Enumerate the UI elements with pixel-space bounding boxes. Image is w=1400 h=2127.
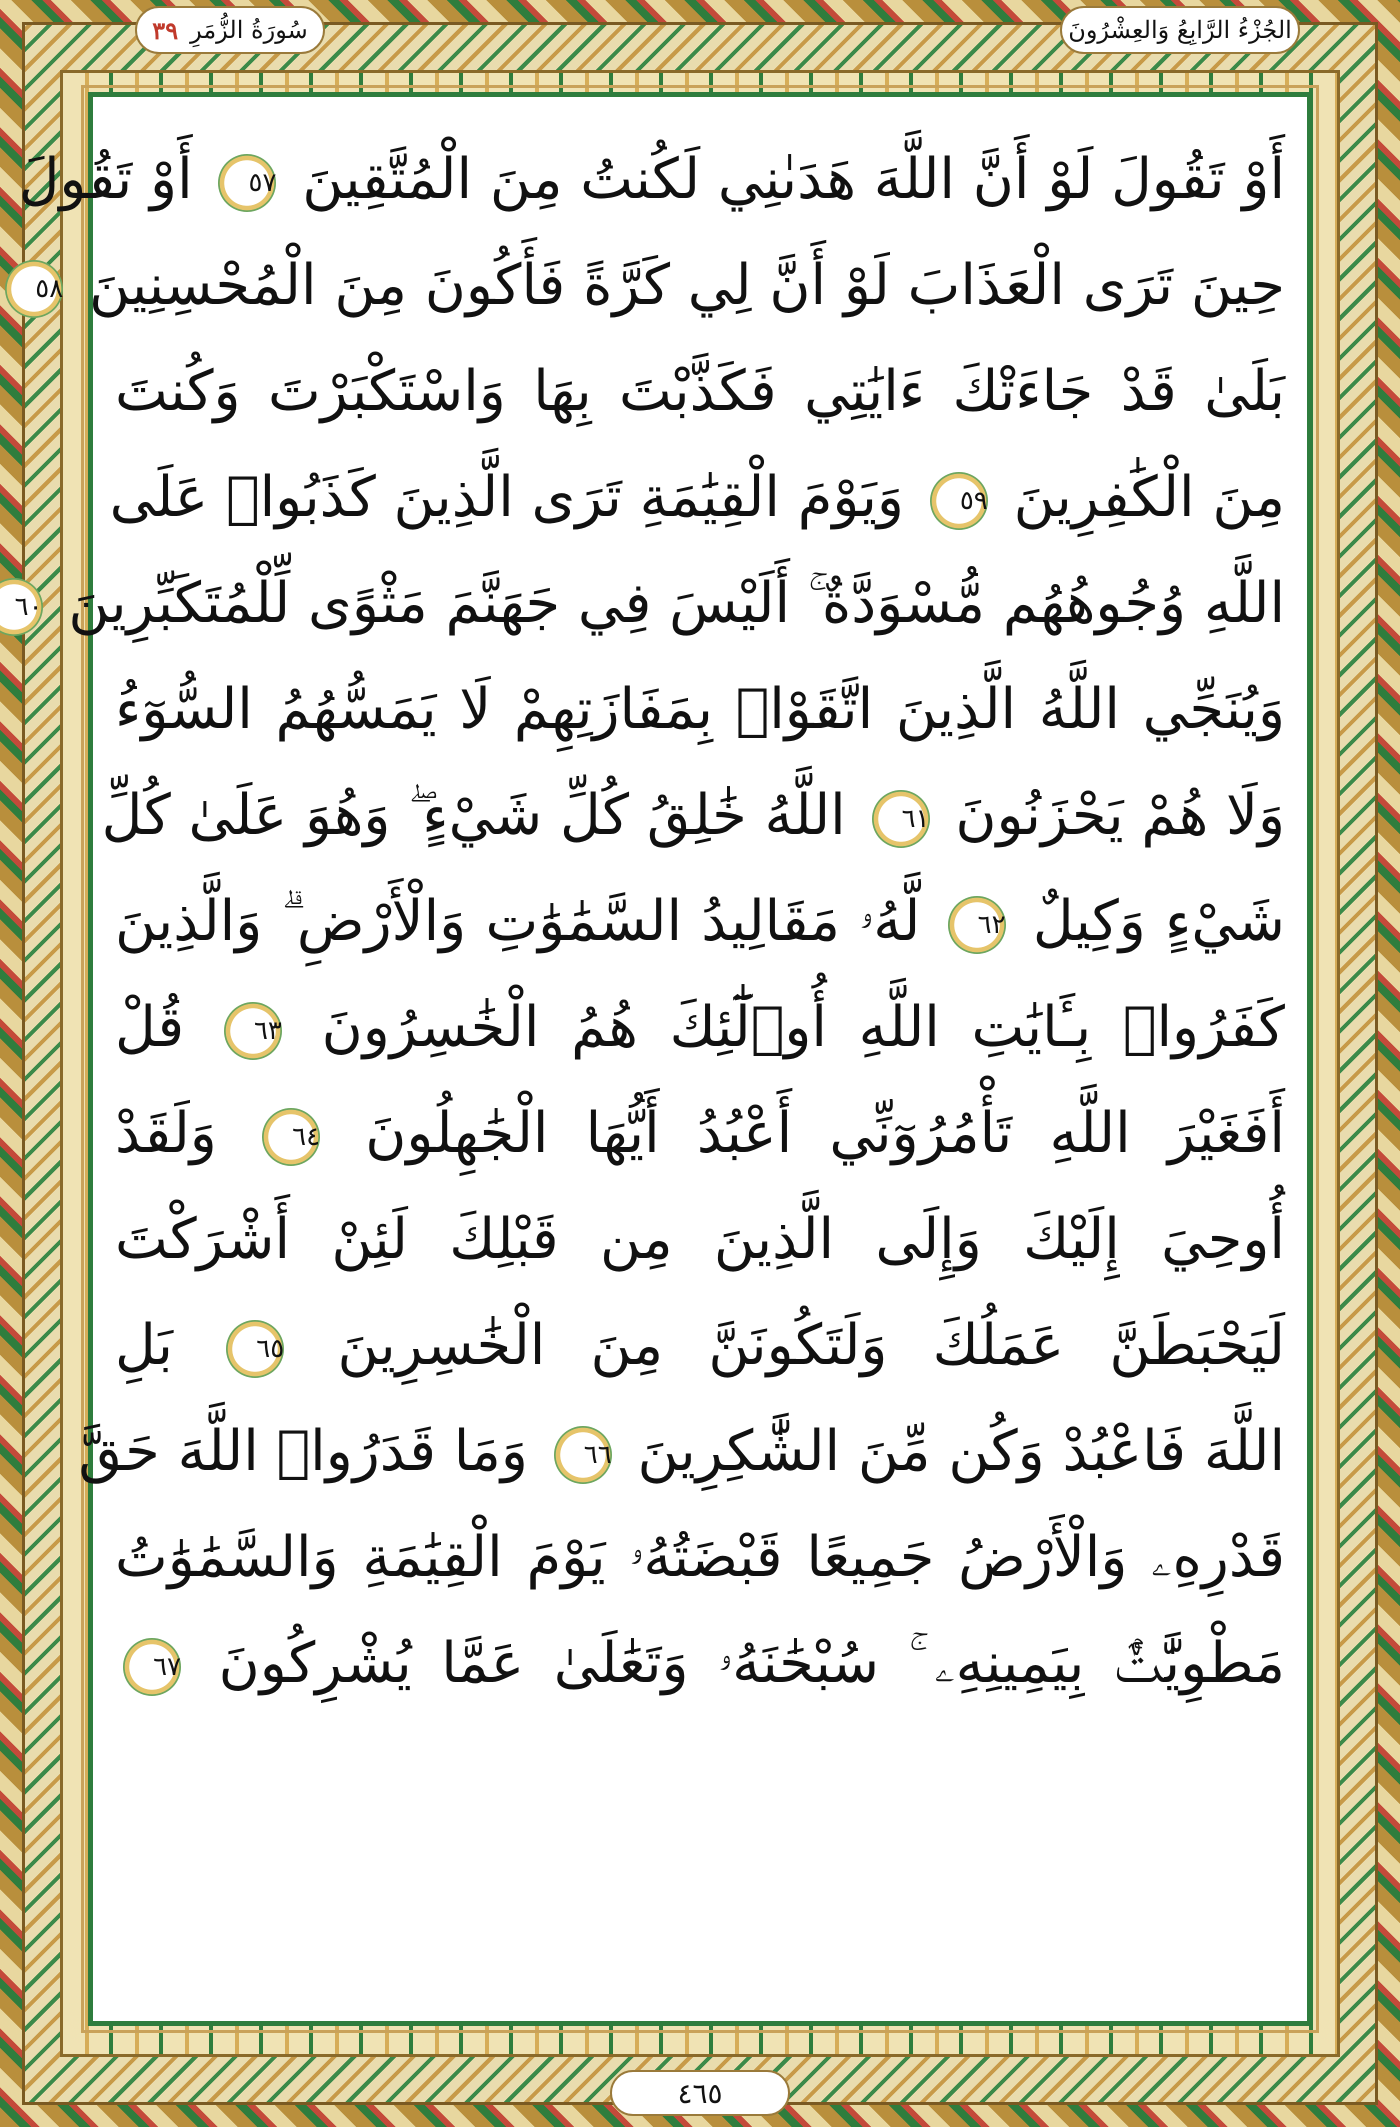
verse-line	[115, 1505, 1285, 1611]
verse-text: أَفَغَيْرَ اللَّهِ تَأْمُرُوٓنِّي أَعْبُدُ أَيُّهَا الْجَٰهِلُونَ	[365, 1101, 1285, 1166]
verse-text: مَطْوِيَّٰتٌۢ بِيَمِينِهِۦ ۚ سُبْحَٰنَهُۥ وَتَعَٰلَىٰ عَمَّا يُشْرِكُونَ	[218, 1631, 1285, 1696]
verse-text: اللَّهِ وُجُوهُهُم مُّسْوَدَّةٌ ۚ أَلَيْسَ فِي جَهَنَّمَ مَثْوًى لِّلْمُتَكَبِّرِينَ	[68, 571, 1285, 636]
ayah-number-marker: ٦٠	[0, 578, 43, 636]
surah-name: سُورَةُ الزُّمَرِ	[190, 16, 308, 44]
ayah-number-marker: ٦٥	[226, 1320, 284, 1378]
verse-line	[78, 1399, 1285, 1505]
verses-block	[14, 127, 1285, 1717]
page-number: ٤٦٥	[677, 2076, 723, 2110]
verse-text: شَيْءٍ وَكِيلٌ	[1032, 889, 1285, 954]
page-number-pill	[610, 2070, 790, 2116]
verse-text: وَلَقَدْ	[115, 1101, 217, 1166]
verse-text: كَفَرُوا۟ بِـَٔايَٰتِ اللَّهِ أُو۟لَٰٓئِكَ هُمُ الْخَٰسِرُونَ	[321, 995, 1285, 1060]
verse-line	[115, 657, 1285, 763]
verse-line	[14, 551, 1285, 657]
verse-text: لَيَحْبَطَنَّ عَمَلُكَ وَلَتَكُونَنَّ مِنَ الْخَٰسِرِينَ	[337, 1313, 1285, 1378]
verse-text: قُلْ	[115, 995, 185, 1060]
quran-text-panel	[14, 92, 1312, 2026]
verse-line	[115, 339, 1285, 445]
verse-line	[115, 1611, 1285, 1717]
verse-line	[35, 233, 1285, 339]
verse-text: اللَّهُ خَٰلِقُ كُلِّ شَيْءٍ ۖ وَهُوَ عَلَىٰ كُلِّ	[101, 783, 846, 848]
verse-text: بَلَىٰ قَدْ جَاءَتْكَ ءَايَٰتِي فَكَذَّبْتَ بِهَا وَاسْتَكْبَرْتَ وَكُنتَ	[115, 359, 1285, 424]
ayah-number-marker: ٥٨	[5, 260, 63, 318]
verse-text: أَوْ تَقُولَ	[18, 147, 193, 212]
verse-line	[115, 975, 1285, 1081]
verse-line	[18, 127, 1285, 233]
juz-name: الجُزْءُ الرَّابِعُ وَالعِشْرُونَ	[1068, 16, 1292, 44]
juz-title-pill	[1060, 6, 1300, 54]
verse-text: وَلَا هُمْ يَحْزَنُونَ	[955, 783, 1285, 848]
verse-text: أُوحِيَ إِلَيْكَ وَإِلَى الَّذِينَ مِن قَبْلِكَ لَئِنْ أَشْرَكْتَ	[115, 1207, 1285, 1272]
verse-text: لَّهُۥ مَقَالِيدُ السَّمَٰوَٰتِ وَالْأَرْضِ ۗ وَالَّذِينَ	[115, 889, 921, 954]
ayah-number-marker: ٥٧	[218, 154, 276, 212]
verse-text: وَمَا قَدَرُوا۟ اللَّهَ حَقَّ	[78, 1419, 528, 1484]
ayah-number-marker: ٦٣	[224, 1002, 282, 1060]
verse-text: مِنَ الْكَٰفِرِينَ	[1013, 465, 1285, 530]
surah-title-pill	[135, 6, 325, 54]
verse-text: قَدْرِهِۦ وَالْأَرْضُ جَمِيعًا قَبْضَتُهُۥ يَوْمَ الْقِيَٰمَةِ وَالسَّمَٰوَٰتُ	[115, 1525, 1285, 1590]
verse-text: أَوْ تَقُولَ لَوْ أَنَّ اللَّهَ هَدَىٰنِي لَكُنتُ مِنَ الْمُتَّقِينَ	[302, 147, 1285, 212]
verse-line	[109, 445, 1285, 551]
verse-text: وَيُنَجِّي اللَّهُ الَّذِينَ اتَّقَوْا۟ بِمَفَازَتِهِمْ لَا يَمَسُّهُمُ السُّوٓءُ	[115, 677, 1285, 742]
verse-text: بَلِ	[115, 1313, 173, 1378]
ayah-number-marker: ٦٧	[123, 1638, 181, 1696]
verse-text: وَيَوْمَ الْقِيَٰمَةِ تَرَى الَّذِينَ كَذَبُوا۟ عَلَى	[109, 465, 904, 530]
ayah-number-marker: ٥٩	[930, 472, 988, 530]
verse-line	[115, 1081, 1285, 1187]
verse-line	[115, 1187, 1285, 1293]
ayah-number-marker: ٦٢	[948, 896, 1006, 954]
verse-line	[101, 763, 1285, 869]
ayah-number-marker: ٦١	[872, 790, 930, 848]
ayah-number-marker: ٦٤	[262, 1108, 320, 1166]
verse-text: اللَّهَ فَاعْبُدْ وَكُن مِّنَ الشَّٰكِرِينَ	[637, 1419, 1285, 1484]
surah-number: ٣٩	[152, 15, 179, 45]
verse-line	[115, 1293, 1285, 1399]
verse-line	[115, 869, 1285, 975]
ayah-number-marker: ٦٦	[554, 1426, 612, 1484]
verse-text: حِينَ تَرَى الْعَذَابَ لَوْ أَنَّ لِي كَرَّةً فَأَكُونَ مِنَ الْمُحْسِنِينَ	[89, 253, 1285, 318]
